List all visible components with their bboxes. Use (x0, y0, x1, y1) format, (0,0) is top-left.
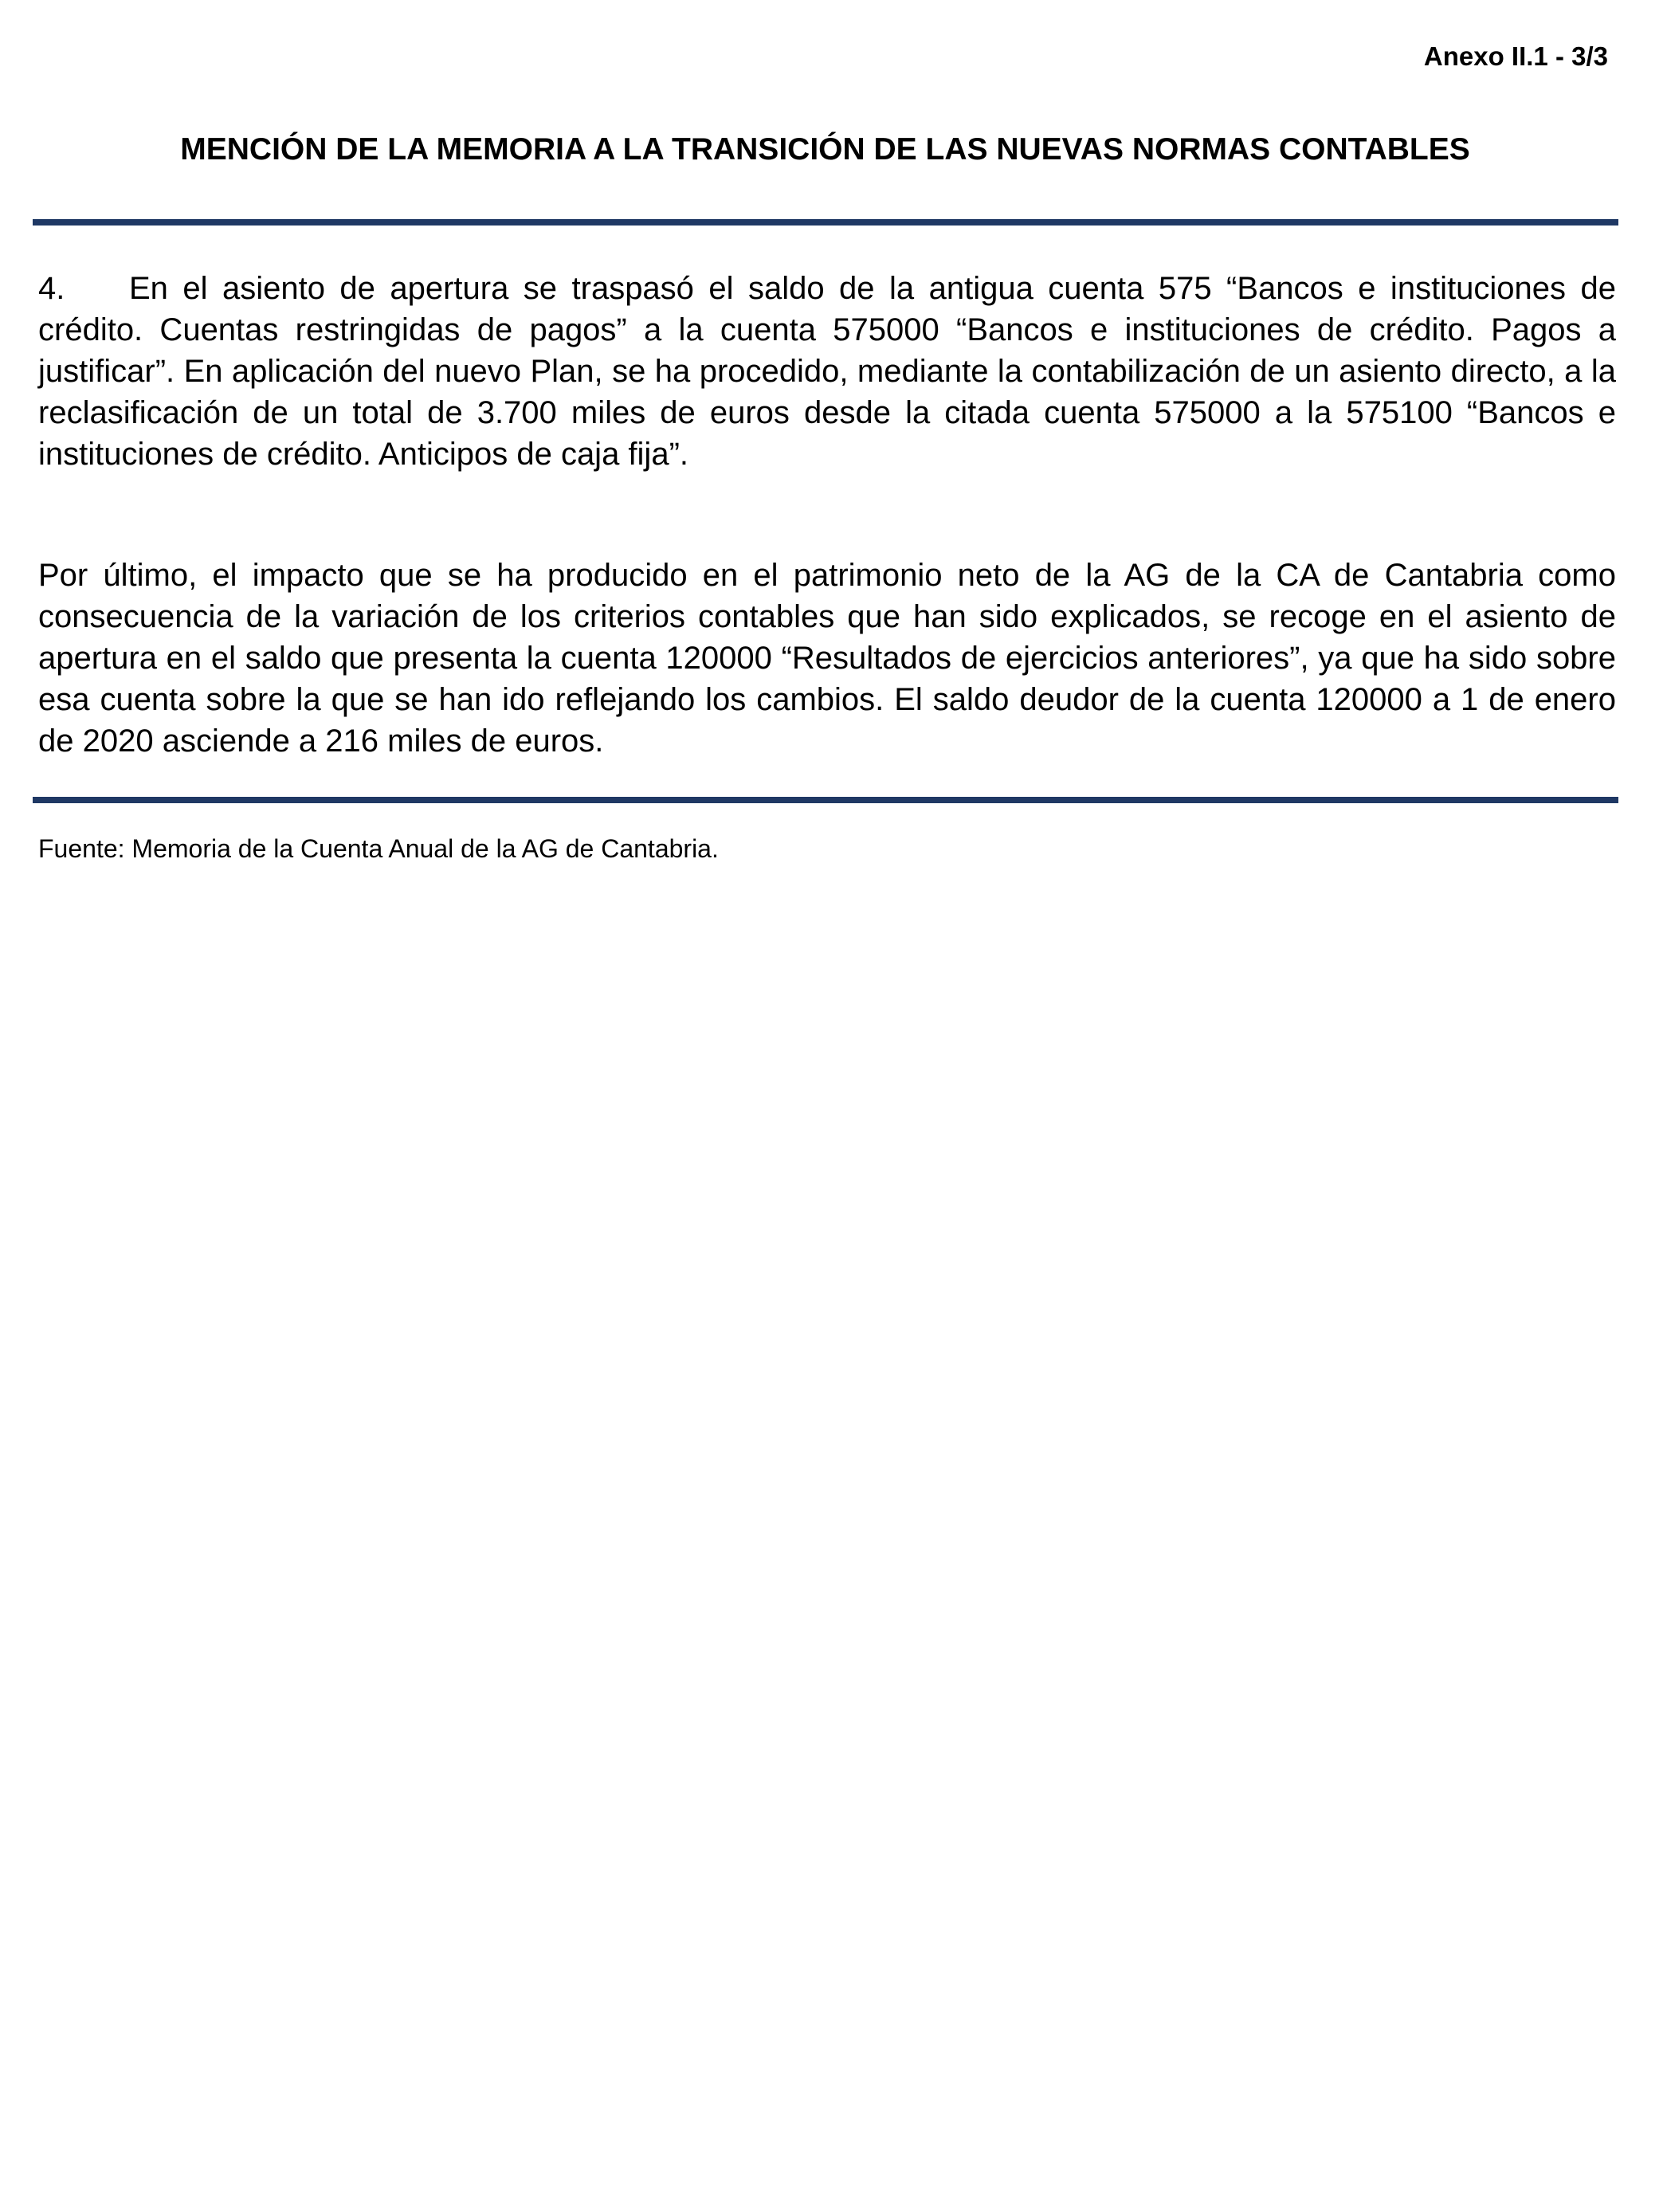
bottom-divider (33, 797, 1618, 803)
annex-label: Anexo II.1 - 3/3 (1423, 41, 1608, 71)
page-title: MENCIÓN DE LA MEMORIA A LA TRANSICIÓN DE LAS NUEVAS NORMAS CONTABLES (180, 132, 1470, 167)
paragraph-text: Por último, el impacto que se ha producido en el patrimonio neto de la AG de la CA de Cantabria como consecuencia de la variación de los criterios contables que han sido explicados, se recoge en el asiento de apertura en el saldo que presenta la cuenta 120000 “Resultados de ejercicios anteriores”, ya que ha sido sobre esa cuenta sobre la que se han ido reflejando los cambios. El saldo deudor de la cuenta 120000 a 1 de enero de 2020 asciende a 216 miles de euros. (38, 558, 1616, 759)
paragraph-conclusion (38, 555, 1616, 762)
paragraph-number: 4. (38, 271, 65, 306)
paragraph-text: En el asiento de apertura se traspasó el saldo de la antigua cuenta 575 “Bancos e instituciones de crédito. Cuentas restringidas de pagos” a la cuenta 575000 “Bancos e instituciones de crédito. Pagos a justificar”. En aplicación del nuevo Plan, se ha procedido, mediante la contabilización de un asiento directo, a la reclasificación de un total de 3.700 miles de euros desde la citada cuenta 575000 a la 575100 “Bancos e instituciones de crédito. Anticipos de caja fija”. (38, 271, 1616, 472)
source-note: Fuente: Memoria de la Cuenta Anual de la AG de Cantabria. (38, 834, 719, 863)
top-divider (33, 219, 1618, 226)
paragraph-item-4 (38, 268, 1616, 475)
